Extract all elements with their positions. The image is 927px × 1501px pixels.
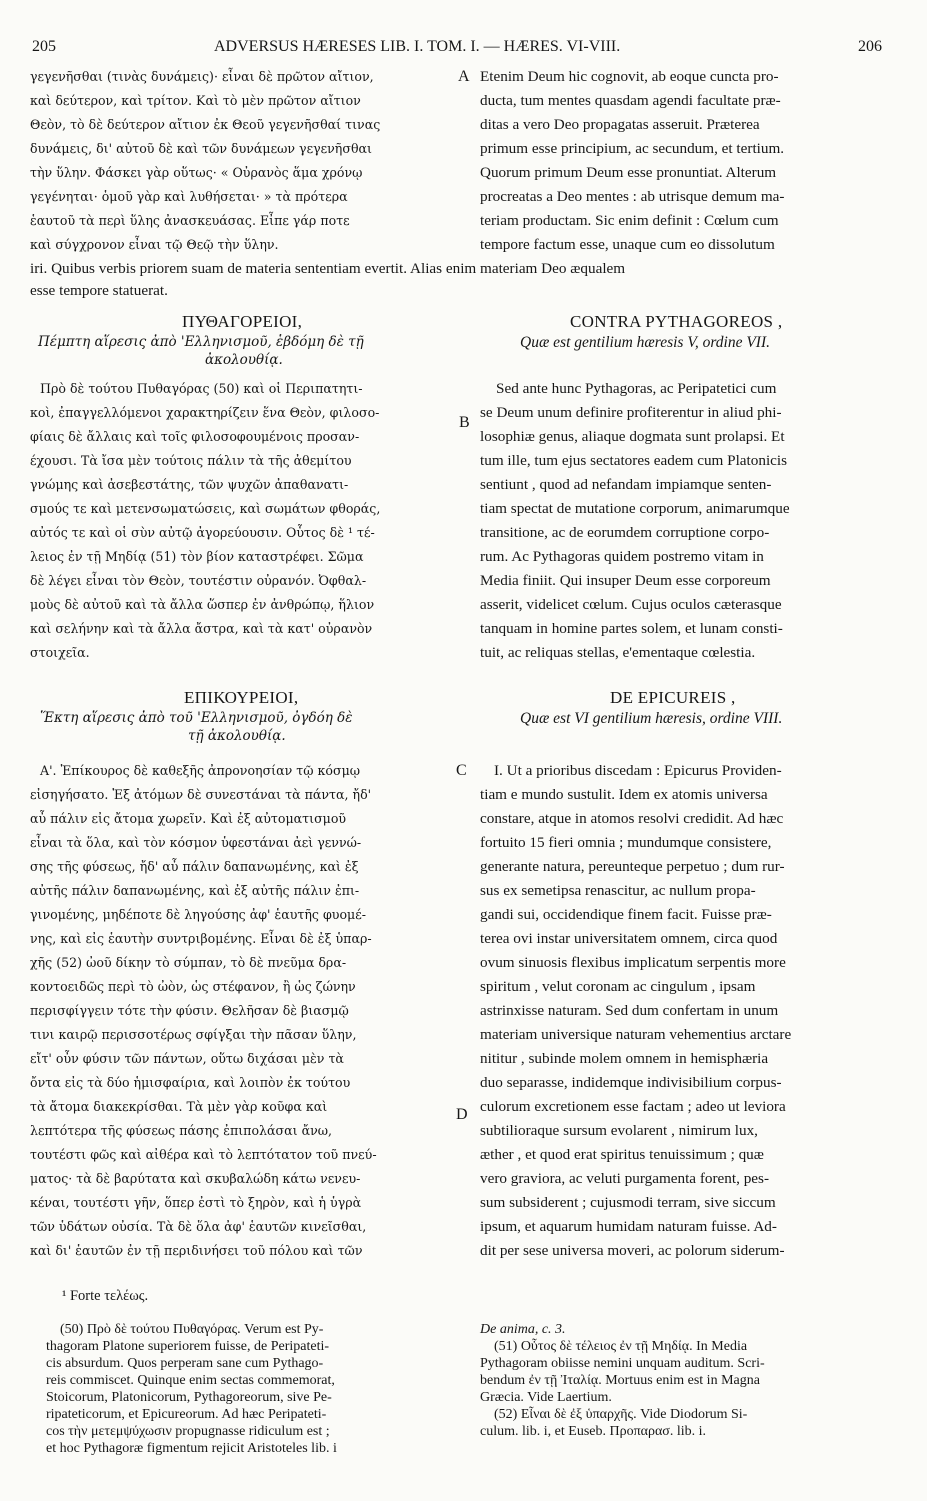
text-line: culorum excretionem esse factam ; adeo ut leviora [480, 1098, 786, 1115]
note-line: (52) Εἶναι δὲ ἐξ ὑπαρχῆς. Vide Diodorum Si- [494, 1407, 748, 1422]
text-line: sum subsiderent ; cujusmodi terram, sive siccum [480, 1194, 776, 1211]
note-line: ripateticorum, et Epicureorum. Ad hæc Peripateti- [46, 1407, 327, 1422]
full-width-line: esse tempore statuerat. [30, 282, 168, 299]
text-line: τῶν ὑδάτων οὐσία. Τὰ δὲ ὅλα ἀφ' ἑαυτῶν κινεῖσθαι, [30, 1219, 367, 1234]
text-line: σμούς τε καὶ μετενσωματώσεις, καὶ σωμάτων φθοράς, [30, 501, 381, 516]
text-line: Quorum primum Deum esse pronuntiat. Alterum [480, 164, 777, 181]
note-line: thagoram Platone superiorem fuisse, de Peripateti- [46, 1339, 330, 1354]
text-line: tiam e mundo sustulit. Idem ex atomis universa [480, 786, 768, 803]
note-line: reis commiscet. Quinque enim sectas commemorat, [46, 1373, 335, 1388]
text-line: νης, καὶ εἰς ἑαυτὴν συντριβομένης. Εἶναι δὲ ἐξ ὑπαρ- [30, 931, 372, 946]
text-line: ducta, tum mentes quasdam agendi facultate præ- [480, 92, 781, 109]
text-line: ὄντα εἰς τὰ δύο ἡμισφαίρια, καὶ λοιπὸν ἐκ τούτου [30, 1075, 351, 1090]
note-line: Stoicorum, Platonicorum, Pythagoreorum, sive Pe- [46, 1390, 332, 1405]
text-line: fortuito 15 fieri omnia ; mundumque consistere, [480, 834, 772, 851]
text-line: rum. Ac Pythagoras quidem postremo vitam in [480, 548, 764, 565]
text-line: χῆς (52) ὠοῦ δίκην τὸ σύμπαν, τὸ δὲ πνεῦμα δρα- [30, 955, 347, 970]
note-line: et hoc Pythagoræ figmentum rejicit Aristoteles lib. i [46, 1441, 337, 1456]
text-line: procreatas a Deo mentes : ab utrisque demum ma- [480, 188, 785, 205]
text-line: transitione, ac de eorumdem corruptione corpo- [480, 524, 770, 541]
note-line: cis absurdum. Quos perperam sane cum Pythago- [46, 1356, 324, 1371]
text-line: καὶ σύγχρονον εἶναι τῷ Θεῷ τὴν ὕλην. [30, 237, 279, 252]
footnote: ¹ Forte τελέως. [62, 1288, 149, 1304]
text-line: dit per sese universa moveri, ac polorum siderum- [480, 1242, 785, 1259]
margin-mark-d: D [456, 1106, 468, 1123]
text-line: nititur , subinde molem omnem in hemisphæria [480, 1050, 769, 1067]
page-number-right: 206 [858, 38, 882, 55]
text-line: primum esse principium, ac secundum, et tertium. [480, 140, 785, 157]
text-line: Media finiit. Qui insuper Deum esse corporeum [480, 572, 771, 589]
text-line: γεγενῆσθαι (τινὰς δυνάμεις)· εἶναι δὲ πρῶτον αἴτιον, [30, 69, 374, 84]
text-line: constare, atque in atomos resolvi credidit. Ad hæc [480, 810, 784, 827]
text-line: ματος· τὰ δὲ βαρύτατα καὶ σκυβαλώδη κάτω νενευ- [30, 1171, 361, 1186]
text-line: ἑαυτοῦ τὰ περὶ ὕλης ἀνασκευάσας. Εἶπε γάρ ποτε [30, 213, 350, 228]
note-line: cos τὴν μετεμψύχωσιν propugnasse ridiculum est ; [46, 1424, 330, 1439]
note-line: Græcia. Vide Laertium. [480, 1390, 612, 1405]
text-line: στοιχεῖα. [30, 645, 90, 660]
text-line: terea ovi instar universitatem omnem, circa quod [480, 930, 778, 947]
greek-subtitle: τῇ ἀκολουθίᾳ. [188, 728, 286, 744]
latin-heading-pythagoreans: CONTRA PYTHAGOREOS , [570, 312, 783, 331]
text-line: vero graviora, ac veluti purgamenta forent, pes- [480, 1170, 770, 1187]
text-line: tanquam in homine partes solem, et lunam consti- [480, 620, 783, 637]
text-line: κέναι, τουτέστι γῆν, ὅπερ ἐστὶ τὸ ξηρὸν, καὶ ἡ ὑγρὰ [30, 1195, 362, 1210]
text-line: Πρὸ δὲ τούτου Πυθαγόρας (50) καὶ οἱ Περιπατητι- [40, 381, 363, 396]
text-line: ipsum, et aquarum humidam naturam fuisse. Ad- [480, 1218, 777, 1235]
text-line: gandi sui, occidendique finem facit. Fuisse præ- [480, 906, 772, 923]
text-line: δυνάμεις, δι' αὐτοῦ δὲ καὶ τῶν δυνάμεων γεγενῆσθαι [30, 141, 372, 156]
text-line: Etenim Deum hic cognovit, ab eoque cuncta pro- [480, 68, 779, 85]
text-line: λεπτότερα τῆς φύσεως πάσης ἐπιπολάσαι ἄνω, [30, 1123, 332, 1138]
text-line: τὴν ὕλην. Φάσκει γὰρ οὕτως· « Οὐρανὸς ἅμα χρόνῳ [30, 165, 363, 180]
greek-subtitle: ἀκολουθίᾳ. [205, 352, 283, 368]
greek-heading-pythagoreans: ΠΥΘΑΓΟΡΕΙΟΙ, [182, 312, 303, 331]
text-line: asserit, videlicet cœlum. Cujus oculos cæterasque [480, 596, 782, 613]
page-number-left: 205 [32, 38, 56, 55]
note-line: (51) Οὗτος δὲ τέλειος ἐν τῇ Μηδίᾳ. In Media [494, 1339, 748, 1354]
latin-subtitle: Quæ est gentilium hæresis V, ordine VII. [520, 334, 770, 351]
text-line: κοντοειδῶς περὶ τὸ ὠὸν, ὡς στέφανον, ἢ ὡς ζώνην [30, 979, 356, 994]
greek-subtitle: Πέμπτη αἵρεσις ἀπὸ 'Ελληνισμοῦ, ἑβδόμη δὲ τῇ [38, 334, 364, 350]
latin-heading-epicureans: DE EPICUREIS , [610, 688, 736, 707]
text-line: εἰσηγήσατο. Ἐξ ἀτόμων δὲ συνεστάναι τὰ πάντα, ἤδ' [30, 787, 372, 802]
text-line: tiam spectat de mutatione corporum, animarumque [480, 500, 790, 517]
note-line: culum. lib. i, et Euseb. Προπαρασ. lib. i. [480, 1424, 707, 1439]
text-line: μοὺς δὲ αὐτοῦ καὶ τὰ ἄλλα ὥσπερ ἐν ἀνθρώπῳ, ἥλιον [30, 597, 375, 612]
text-line: Α'. Ἐπίκουρος δὲ καθεξῆς ἀπρονοησίαν τῷ κόσμῳ [40, 763, 361, 778]
text-line: αὖ πάλιν εἰς ἄτομα χωρεῖν. Καὶ ἐξ αὐτοματισμοῦ [30, 811, 347, 826]
text-line: teriam productam. Sic enim definit : Cœlum cum [480, 212, 779, 229]
text-line: καὶ δεύτερον, καὶ τρίτον. Καὶ τὸ μὲν πρῶτον αἴτιον [30, 93, 361, 108]
text-line: κοὶ, ἐπαγγελλόμενοι χαρακτηρίζειν ἕνα Θεὸν, φιλοσο- [30, 405, 380, 420]
text-line: tempore factum esse, unaque cum eo dissolutum [480, 236, 775, 253]
text-line: εἴτ' οὖν φύσιν τῶν πάντων, οὕτω διχάσαι μὲν τὰ [30, 1051, 344, 1066]
text-line: sus ex semetipsa renascitur, ac nullum propa- [480, 882, 756, 899]
text-line: I. Ut a prioribus discedam : Epicurus Providen- [494, 762, 782, 779]
margin-mark-a: A [458, 68, 470, 85]
text-line: καὶ σελήνην καὶ τὰ ἄλλα ἄστρα, καὶ τὰ κατ' οὐρανὸν [30, 621, 373, 636]
text-line: Θεὸν, τὸ δὲ δεύτερον αἴτιον ἐκ Θεοῦ γεγενῆσθαί τινας [30, 117, 381, 132]
text-line: tum ille, tum ejus sectatores eadem cum Platonicis [480, 452, 788, 469]
text-line: σης τῆς φύσεως, ἤδ' αὖ πάλιν δαπανωμένης, καὶ ἐξ [30, 859, 359, 874]
text-line: tuit, ac reliquas stellas, e'ementaque cœlestia. [480, 644, 756, 661]
text-line: δὲ λέγει εἶναι τὸν Θεὸν, τουτέστιν οὐρανόν. Ὀφθαλ- [30, 573, 367, 588]
text-line: λειος ἐν τῇ Μηδίᾳ (51) τὸν βίον καταστρέφει. Σῶμα [30, 549, 364, 564]
note-line: (50) Πρὸ δὲ τούτου Πυθαγόρας. Verum est Py- [60, 1322, 324, 1337]
text-line: ovum sinuosis flexibus implicatum serpentis more [480, 954, 786, 971]
margin-mark-c: C [456, 762, 467, 779]
text-line: ditas a vero Deo propagatas asseruit. Præterea [480, 116, 760, 133]
text-line: generante natura, pereunteque perpetuo ; dum rur- [480, 858, 785, 875]
text-line: astrinxisse naturam. Sed dum confertam in unum [480, 1002, 779, 1019]
text-line: losophiæ genus, aliaque dogmata sunt prolapsi. Et [480, 428, 785, 445]
text-line: γεγένηται· ὁμοῦ γὰρ καὶ λυθήσεται· » τὰ πρότερα [30, 189, 348, 204]
text-line: γινομένης, μηδέποτε δὲ ληγούσης ἀφ' ἑαυτῆς φυομέ- [30, 907, 366, 922]
note-line: Pythagoram obiisse nemini unquam auditum. Scri- [480, 1356, 765, 1371]
latin-subtitle: Quæ est VI gentilium hæresis, ordine VIII. [520, 710, 783, 727]
text-line: έχουσι. Τὰ ἴσα μὲν τούτοις πάλιν τὰ τῆς ἀθεμίτου [30, 453, 352, 468]
running-title: ADVERSUS HÆRESES LIB. I. TOM. I. — HÆRES. VI-VIII. [214, 38, 621, 55]
text-line: γνώμης καὶ ἀσεβεστάτης, τῶν ψυχῶν ἀπαθανατι- [30, 477, 349, 492]
margin-mark-b: B [459, 414, 470, 431]
greek-heading-epicureans: ΕΠΙΚΟΥΡΕΙΟΙ, [184, 688, 299, 707]
note-line: De anima, c. 3. [480, 1322, 566, 1337]
text-line: τουτέστι φῶς καὶ αἰθέρα καὶ τὸ λεπτότατον τοῦ πνεύ- [30, 1147, 377, 1162]
text-line: εἶναι τὰ ὅλα, καὶ τὸν κόσμον ὑφεστάναι ἀεὶ γεννώ- [30, 835, 362, 850]
text-line: Sed ante hunc Pythagoras, ac Peripatetici cum [496, 380, 777, 397]
text-line: αὐτός τε καὶ οἱ σὺν αὐτῷ ἀγορεύουσιν. Οὗτος δὲ ¹ τέ- [30, 525, 375, 540]
text-line: subtilioraque sursum evolarent , nimirum lux, [480, 1122, 758, 1139]
text-line: æther , et quod erat spiritus tenuissimum ; quæ [480, 1146, 764, 1163]
text-line: se Deum unum definire profiterentur in aliud phi- [480, 404, 782, 421]
note-line: bendum ἐν τῇ Ἰταλίᾳ. Mortuus enim est in Magna [480, 1373, 760, 1388]
text-line: sentiunt , quod ad nefandam impiamque senten- [480, 476, 772, 493]
text-line: τινι καιρῷ περισσοτέρως σφίγξαι τὴν πᾶσαν ὕλην, [30, 1027, 357, 1042]
greek-subtitle: Ἕκτη αἵρεσις ἀπὸ τοῦ 'Ελληνισμοῦ, ὀγδόη δὲ [40, 710, 353, 726]
text-line: φίαις δὲ ἄλλαις καὶ τοῖς φιλοσοφουμένοις προσαν- [30, 429, 360, 444]
text-line: materiam universique naturam vehementius arctare [480, 1026, 792, 1043]
text-line: spiritum , velut coronam ac cingulum , ipsam [480, 978, 756, 995]
text-line: τὰ ἄτομα διακεκρίσθαι. Τὰ μὲν γὰρ κοῦφα καὶ [30, 1099, 328, 1114]
text-line: duo separasse, indidemque indivisibilium corpus- [480, 1074, 782, 1091]
text-line: αὐτῆς πάλιν δαπανωμένης, καὶ ἐξ αὐτῆς πάλιν ἐπι- [30, 883, 360, 898]
text-line: περισφίγγειν τότε τὴν φύσιν. Θελῆσαν δὲ βιασμῷ [30, 1003, 349, 1018]
text-line: καὶ δι' ἑαυτῶν ἐν τῇ περιδινήσει τοῦ πόλου καὶ τῶν [30, 1243, 363, 1258]
full-width-line: iri. Quibus verbis priorem suam de materia sententiam evertit. Alias enim materiam Deo æqualem [30, 260, 626, 277]
